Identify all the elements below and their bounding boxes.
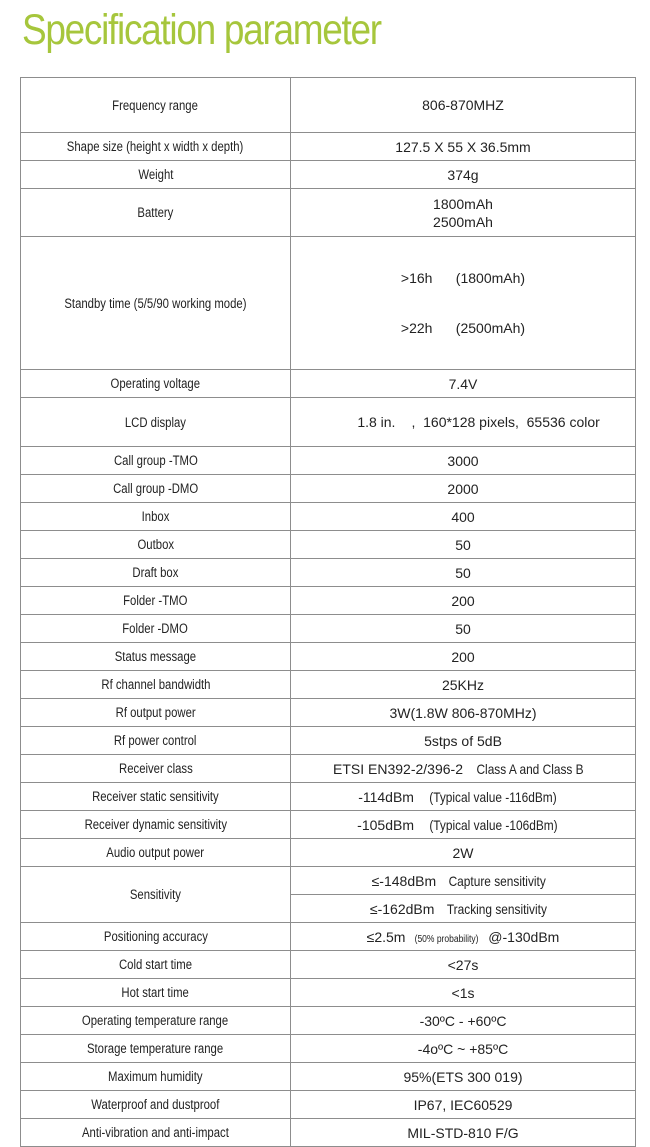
table-row [21,1119,636,1147]
row-value: 200 [291,587,636,615]
row-value: 2000 [291,475,636,503]
row-label: Call group -TMO [21,447,291,475]
row-value: <27s [291,951,636,979]
table-row [21,755,636,783]
table-row [21,559,636,587]
row-label: Operating temperature range [21,1007,291,1035]
table-row [21,189,636,237]
row-label: Receiver dynamic sensitivity [21,811,291,839]
battery-option: 1800mAh [433,195,493,212]
receiver-class-note: Class A and Class B [476,760,584,777]
table-row [21,78,636,133]
row-label: Storage temperature range [21,1035,291,1063]
table-row [21,699,636,727]
table-row [21,727,636,755]
capture-sensitivity-note: Capture sensitivity [448,872,546,889]
dynamic-sensitivity-value: -105dBm [357,816,414,833]
row-value: -4oºC ~ +85ºC [291,1035,636,1063]
row-value: 5stps of 5dB [291,727,636,755]
row-label: Positioning accuracy [21,923,291,951]
table-row [21,531,636,559]
row-label: Battery [21,189,291,237]
row-label: Waterproof and dustproof [21,1091,291,1119]
row-label: Cold start time [21,951,291,979]
row-value [291,923,636,951]
table-row [21,1035,636,1063]
row-label: Outbox [21,531,291,559]
row-value [291,811,636,839]
row-label: Frequency range [21,78,291,133]
row-value: 50 [291,531,636,559]
table-row [21,951,636,979]
capture-sensitivity-value: ≤-148dBm [371,872,437,889]
receiver-standard: ETSI EN392-2/396-2 [333,760,463,777]
row-value [291,755,636,783]
dynamic-sensitivity-note: (Typical value -106dBm) [429,816,558,833]
row-label: Rf power control [21,727,291,755]
row-value: 95%(ETS 300 019) [291,1063,636,1091]
row-value [291,237,636,370]
table-row [21,1091,636,1119]
table-row [21,1007,636,1035]
table-row [21,398,636,447]
row-label: Folder -TMO [21,587,291,615]
row-value: 127.5 X 55 X 36.5mm [291,133,636,161]
row-value: <1s [291,979,636,1007]
table-row [21,503,636,531]
row-label: Anti-vibration and anti-impact [21,1119,291,1147]
row-label: Receiver class [21,755,291,783]
table-row [21,671,636,699]
tracking-sensitivity-note: Tracking sensitivity [447,900,548,917]
table-row [21,447,636,475]
table-row [21,587,636,615]
accuracy-probability: (50% probability) [414,933,479,945]
row-value: -30ºC - +60ºC [291,1007,636,1035]
row-label: Standby time (5/5/90 working mode) [21,237,291,370]
table-row [21,370,636,398]
table-row [21,979,636,1007]
accuracy-value: ≤2.5m [366,928,406,945]
row-label: Status message [21,643,291,671]
static-sensitivity-note: (Typical value -116dBm) [429,788,557,805]
table-row [21,615,636,643]
row-value: 806-870MHZ [291,78,636,133]
table-row [21,237,636,370]
table-row [21,867,636,895]
row-value: 7.4V [291,370,636,398]
table-row [21,475,636,503]
row-label: Rf output power [21,699,291,727]
static-sensitivity-value: -114dBm [358,788,414,805]
tracking-sensitivity-value: ≤-162dBm [369,900,435,917]
table-row [21,133,636,161]
row-label: Inbox [21,503,291,531]
battery-option: 2500mAh [433,213,493,230]
table-row [21,811,636,839]
row-label: Draft box [21,559,291,587]
row-label: Receiver static sensitivity [21,783,291,811]
row-value [291,189,636,237]
row-label: Audio output power [21,839,291,867]
row-value [291,783,636,811]
row-label: Sensitivity [21,867,291,923]
row-value [291,398,636,447]
accuracy-signal: @-130dBm [488,928,560,945]
lcd-resolution: , 160*128 pixels, 65536 color [411,414,600,430]
row-value: 400 [291,503,636,531]
row-label: Rf channel bandwidth [21,671,291,699]
row-value: 374g [291,161,636,189]
table-row [21,783,636,811]
spec-table [20,77,636,1147]
row-value: 200 [291,643,636,671]
row-label: Shape size (height x width x depth) [21,133,291,161]
row-value: 3000 [291,447,636,475]
row-value: 50 [291,559,636,587]
row-label: Call group -DMO [21,475,291,503]
row-value: 25KHz [291,671,636,699]
row-value: IP67, IEC60529 [291,1091,636,1119]
row-value [291,867,636,895]
row-label: Hot start time [21,979,291,1007]
table-row [21,923,636,951]
row-value [291,895,636,923]
row-label: Weight [21,161,291,189]
row-label: Operating voltage [21,370,291,398]
table-row [21,161,636,189]
table-row [21,643,636,671]
page-title: Specification parameter [22,6,381,54]
row-value: 50 [291,615,636,643]
table-row [21,839,636,867]
row-label: LCD display [21,398,291,447]
standby-option: >16h (1800mAh) [400,270,526,286]
row-value: 3W(1.8W 806-870MHz) [291,699,636,727]
row-value: MIL-STD-810 F/G [291,1119,636,1147]
row-label: Maximum humidity [21,1063,291,1091]
table-row [21,1063,636,1091]
lcd-size: 1.8 in. [357,414,396,430]
row-value: 2W [291,839,636,867]
standby-option: >22h (2500mAh) [400,320,526,336]
row-label: Folder -DMO [21,615,291,643]
